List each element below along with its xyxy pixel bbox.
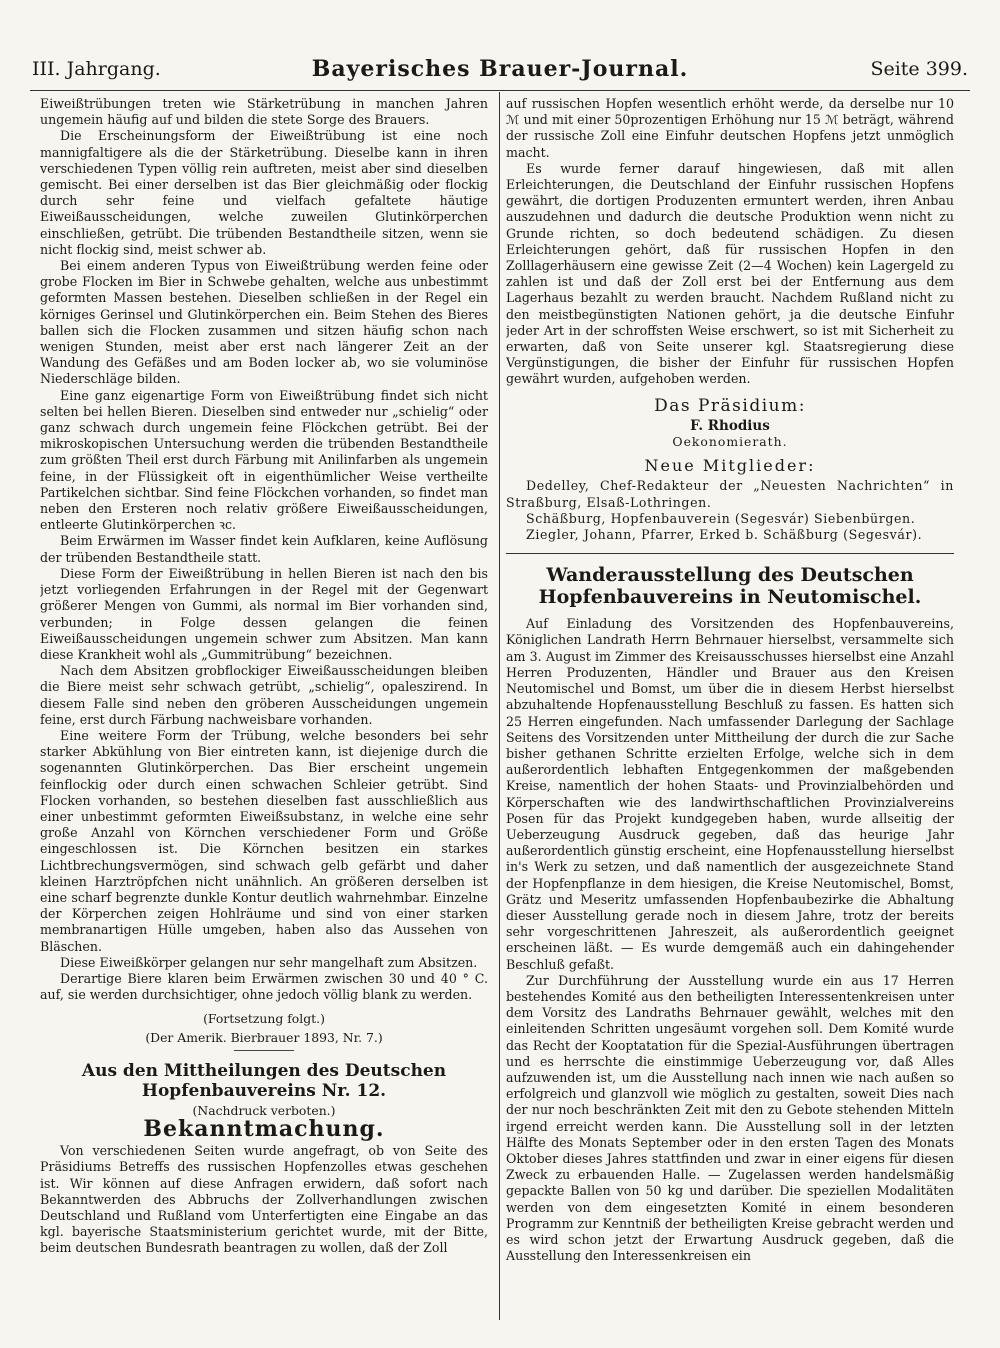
header-rule (30, 90, 970, 91)
member-entry: Ziegler, Johann, Pfarrer, Erked b. Schäßburg (Segesvár). (526, 527, 923, 543)
paragraph: Zur Durchführung der Ausstellung wurde ein aus 17 Herren bestehendes Komité aus den betheiligten Interessentenkreisen unter dem Vorsitz des Landraths Behrnauer gewählt, welches mit den einleitenden Schritten ungesäumt vorgehen soll. Dem Komité wurde das Recht der Kooptatation für die Spezial-Ausführungen übertragen und es herrschte die einstimmige Ueberzeugung vor, daß Alles aufzuwenden ist, um die Ausstellung nach innen wie nach außen so erfolgreich und glanzvoll wie möglich zu gestalten, soweit Dies nach der nur noch beschränkten Zeit mit den zu Gebote stehenden Mitteln irgend erreicht werden kann. Die Ausstellung soll in der letzten Hälfte des Monats September oder in den ersten Tagen des Monats Oktober dieses Jahres stattfinden und zwar in einer eigens für diesen Zweck zu erbauenden Halle. — Zugelassen werden handelsmäßig gepackte Ballen von 50 kg und darüber. Die speziellen Modalitäten werden von dem eingesetzten Komité in einem besonderen Programm zur Kenntniß der betheiligten Kreise gebracht werden und es wird schon jetzt der Erwartung Ausdruck gegeben, daß die Ausstellung den Interessenkreisen ein (506, 972, 954, 1264)
paragraph: Nach dem Absitzen grobflockiger Eiweißausscheidungen bleiben die Biere meist sehr schwach getrübt, „schielig“, opaleszirend. In diesem Falle sind neben den gröberen Ausscheidungen ungemein feine, erst durch Färbung nachweisbare vorhanden. (40, 663, 488, 727)
paragraph: Eine weitere Form der Trübung, welche besonders bei sehr starker Abkühlung von Bier eintreten kann, ist diejenige durch die sogenannten Glutinkörperchen. Das Bier erscheint ungemein feinflockig oder durch einen schwachen Schleier getrübt. Sind Flocken vorhanden, so bestehen dieselben fast ausschließlich aus einer unbestimmt geformten Eiweißsubstanz, in welche eine sehr große Anzahl von Körnchen verschiedener Form und Größe eingeschlossen ist. Die Körnchen besitzen ein starkes Lichtbrechungsvermögen, sind schwach gelb gefärbt und daher kleinen Harztröpfchen nicht unähnlich. An größeren derselben ist eine scharf begrenzte dunkle Kontur deutlich wahrnehmbar. Einzelne der Körperchen zeigen Hohlräume und sind von einer starken membranartigen Hülle umgeben, haben also das Aussehen von Bläschen. (40, 727, 488, 954)
page-number: Seite 399. (870, 58, 968, 80)
separator (234, 1050, 294, 1051)
section-title: Wanderausstellung des Deutschen Hopfenbauvereins in Neutomischel. (538, 564, 922, 609)
signature-name: F. Rhodius (690, 417, 770, 434)
member-entry: Schäßburg, Hopfenbauverein (Segesvár) Siebenbürgen. (526, 510, 916, 526)
signature-role: Oekonomierath. (672, 434, 788, 450)
paragraph: Beim Erwärmen im Wasser findet kein Aufklaren, keine Auflösung der trübenden Bestandtheile statt. (40, 533, 488, 565)
members-heading: Neue Mitglieder: (644, 456, 816, 476)
journal-title: Bayerisches Brauer-Journal. (311, 56, 689, 82)
paragraph: Bei einem anderen Typus von Eiweißtrübung werden feine oder grobe Flocken im Bier in Schwebe gehalten, welche aus unbestimmt geformten Massen bestehen. Dieselben schließen in der Regel ein körniges Gerinsel und Glutinkörperchen ein. Beim Stehen des Bieres ballen sich die Flocken zusammen und sitzen häufig schon nach wenigen Stunden, meist aber erst nach längerer Zeit an der Wandung des Gefäßes und am Boden locker ab, wo sie voluminöse Niederschläge bilden. (40, 258, 488, 387)
column-divider (499, 92, 500, 1320)
section-title: Aus den Mittheilungen des Deutschen Hopfenbauvereins Nr. 12. (81, 1060, 447, 1101)
signature-heading: Das Präsidium: (654, 395, 806, 416)
paragraph: Diese Form der Eiweißtrübung in hellen Bieren ist nach den bis jetzt vorliegenden Erfahrungen in der Regel mit der Gegenwart größerer Mengen von Gummi, als normal im Bier vorhanden sind, verbunden; in Folge dessen gelangen die feinen Eiweißausscheidungen ungemein schwer zum Absitzen. Man kann diese Krankheit wohl als „Gummitrübung“ bezeichnen. (40, 565, 488, 662)
paragraph: auf russischen Hopfen wesentlich erhöht werde, da derselbe nur 10 ℳ und mit einer 50prozentigen Erhöhung nur 15 ℳ beträgt, während der russische Zoll eine Einfuhr deutschen Hopfens jetzt unmöglich macht. (506, 96, 954, 160)
page-header (32, 58, 968, 88)
paragraph: Die Erscheinungsform der Eiweißtrübung ist eine noch mannigfaltigere als die der Stärketrübung. Dieselbe kann in ihren verschiedenen Typen völlig rein auftreten, meist aber sind dieselben gemischt. Bei einer derselben ist das Bier gleichmäßig oder flockig durch sehr feine und vielfach gefaltete häutige Eiweißausscheidungen, welche zuweilen Glutinkörperchen einschließen, getrübt. Die trübenden Bestandtheile sitzen, wenn sie nicht flockig sind, meist schwer ab. (40, 128, 488, 257)
continued-note: (Fortsetzung folgt.) (203, 1011, 325, 1027)
paragraph: Eiweißtrübungen treten wie Stärketrübung in manchen Jahren ungemein häufig auf und bilden die stete Sorge des Brauers. (40, 96, 488, 128)
member-entry: Dedelley, Chef-Redakteur der „Neuesten Nachrichten“ in Straßburg, Elsaß-Lothringen. (506, 478, 954, 510)
paragraph: Auf Einladung des Vorsitzenden des Hopfenbauvereins, Königlichen Landrath Herrn Behrnauer hierselbst, versammelte sich am 3. August im Zimmer des Kreisausschusses hierselbst eine Anzahl Herren Produzenten, Händler und Brauer aus den Kreisen Neutomischel und Bomst, um über die in diesem Herbst hierselbst abzuhaltende Hopfenausstellung Beschluß zu fassen. Es hatten sich 25 Herren eingefunden. Nach umfassender Darlegung der Sachlage Seitens des Vorsitzenden unter Mittheilung der durch die zur Sache bisher gethanen Schritte erzielten Erfolge, welche sich in dem außerordentlich lebhaften Entgegenkommen der maßgebenden Kreise, namentlich der hohen Staats- und Provinzialbehörden und Körperschaften wie des landwirthschaftlichen Provinzialvereins Posen für das Projekt kundgegeben haben, wurde allseitig der Ueberzeugung Ausdruck gegeben, daß das heurige Jahr außerordentlich günstig erscheint, eine Hopfenausstellung hierselbst in's Werk zu setzen, und daß namentlich der ausgezeichnete Stand der Hopfenpflanze in dem hiesigen, die Kreise Neutomischel, Bomst, Grätz und Meseritz umfassenden Hopfenbaubezirke die Abhaltung dieser Ausstellung gerade noch in diesem Jahre, trotz der bereits sehr vorgeschrittenen Jahreszeit, als außerordentlich geeignet erscheinen läßt. — Es wurde demgemäß auch ein dahingehender Beschluß gefaßt. (506, 616, 954, 972)
paragraph: Eine ganz eigenartige Form von Eiweißtrübung findet sich nicht selten bei hellen Bieren. Dieselben sind entweder nur „schielig“ oder ganz schwach durch ungemein feine Flöckchen getrübt. Bei der mikroskopischen Untersuchung werden die trübenden Bestandtheile zum größten Theil erst durch Färbung mit Anilinfarben als ungemein feine, in der Flüssigkeit oft in eigenthümlicher Weise vertheilte Partikelchen sichtbar. Sind feine Flöckchen vorhanden, so findet man neben den Ersteren noch relativ größere Eiweißausscheidungen, entleerte Glutinkörperchen ꝛc. (40, 387, 488, 533)
announcement-title: Bekanntmachung. (143, 1115, 385, 1142)
paragraph: Diese Eiweißkörper gelangen nur sehr mangelhaft zum Absitzen. (60, 954, 478, 970)
paragraph: Von verschiedenen Seiten wurde angefragt, ob von Seite des Präsidiums Betreffs des russischen Hopfenzolles etwas geschehen ist. Wir können auf diese Anfragen erwidern, daß sofort nach Bekanntwerden des Abbruchs der Zollverhandlungen zwischen Deutschland und Rußland vom Unterfertigten eine Eingabe an das kgl. bayerische Staatsministerium gerichtet wurde, mit der Bitte, beim deutschen Bundesrath beantragen zu wollen, daß der Zoll (40, 1143, 488, 1256)
section-note: (Nachdruck verboten.) (192, 1102, 336, 1118)
paragraph: Es wurde ferner darauf hingewiesen, daß mit allen Erleichterungen, die Deutschland der Einfuhr russischen Hopfens gewährt, die dortigen Produzenten ermuntert werden, ihren Anbau auszudehnen und dadurch die deutsche Produktion wenn nicht zu Grunde richten, so doch bedeutend schädigen. Zu diesen Erleichterungen gehört, daß für russischen Hopfen in den Zolllagerhäusern eine gewisse Zeit (2—4 Wochen) kein Lagergeld zu zahlen ist und daß der Zoll erst bei der Entfernung aus dem Lagerhaus bezahlt zu werden braucht. Nachdem Rußland nicht zu den meistbegünstigten Nationen gehört, ja die deutsche Einfuhr jeder Art in der schroffsten Weise erschwert, so ist mit Sicherheit zu erwarten, daß von Seite unserer kgl. Staatsregierung diese Vergünstigungen, die bisher der Einfuhr für russischen Hopfen gewährt wurden, aufgehoben werden. (506, 160, 954, 387)
paragraph: Derartige Biere klaren beim Erwärmen zwischen 30 und 40 ° C. auf, sie werden durchsichtiger, ohne jedoch völlig blank zu werden. (40, 970, 488, 1003)
separator (506, 553, 954, 554)
source-citation: (Der Amerik. Bierbrauer 1893, Nr. 7.) (145, 1029, 383, 1045)
article-body-a (40, 96, 488, 1003)
volume-label: III. Jahrgang. (32, 58, 161, 80)
right-column (506, 96, 954, 1322)
left-column (40, 96, 488, 1322)
